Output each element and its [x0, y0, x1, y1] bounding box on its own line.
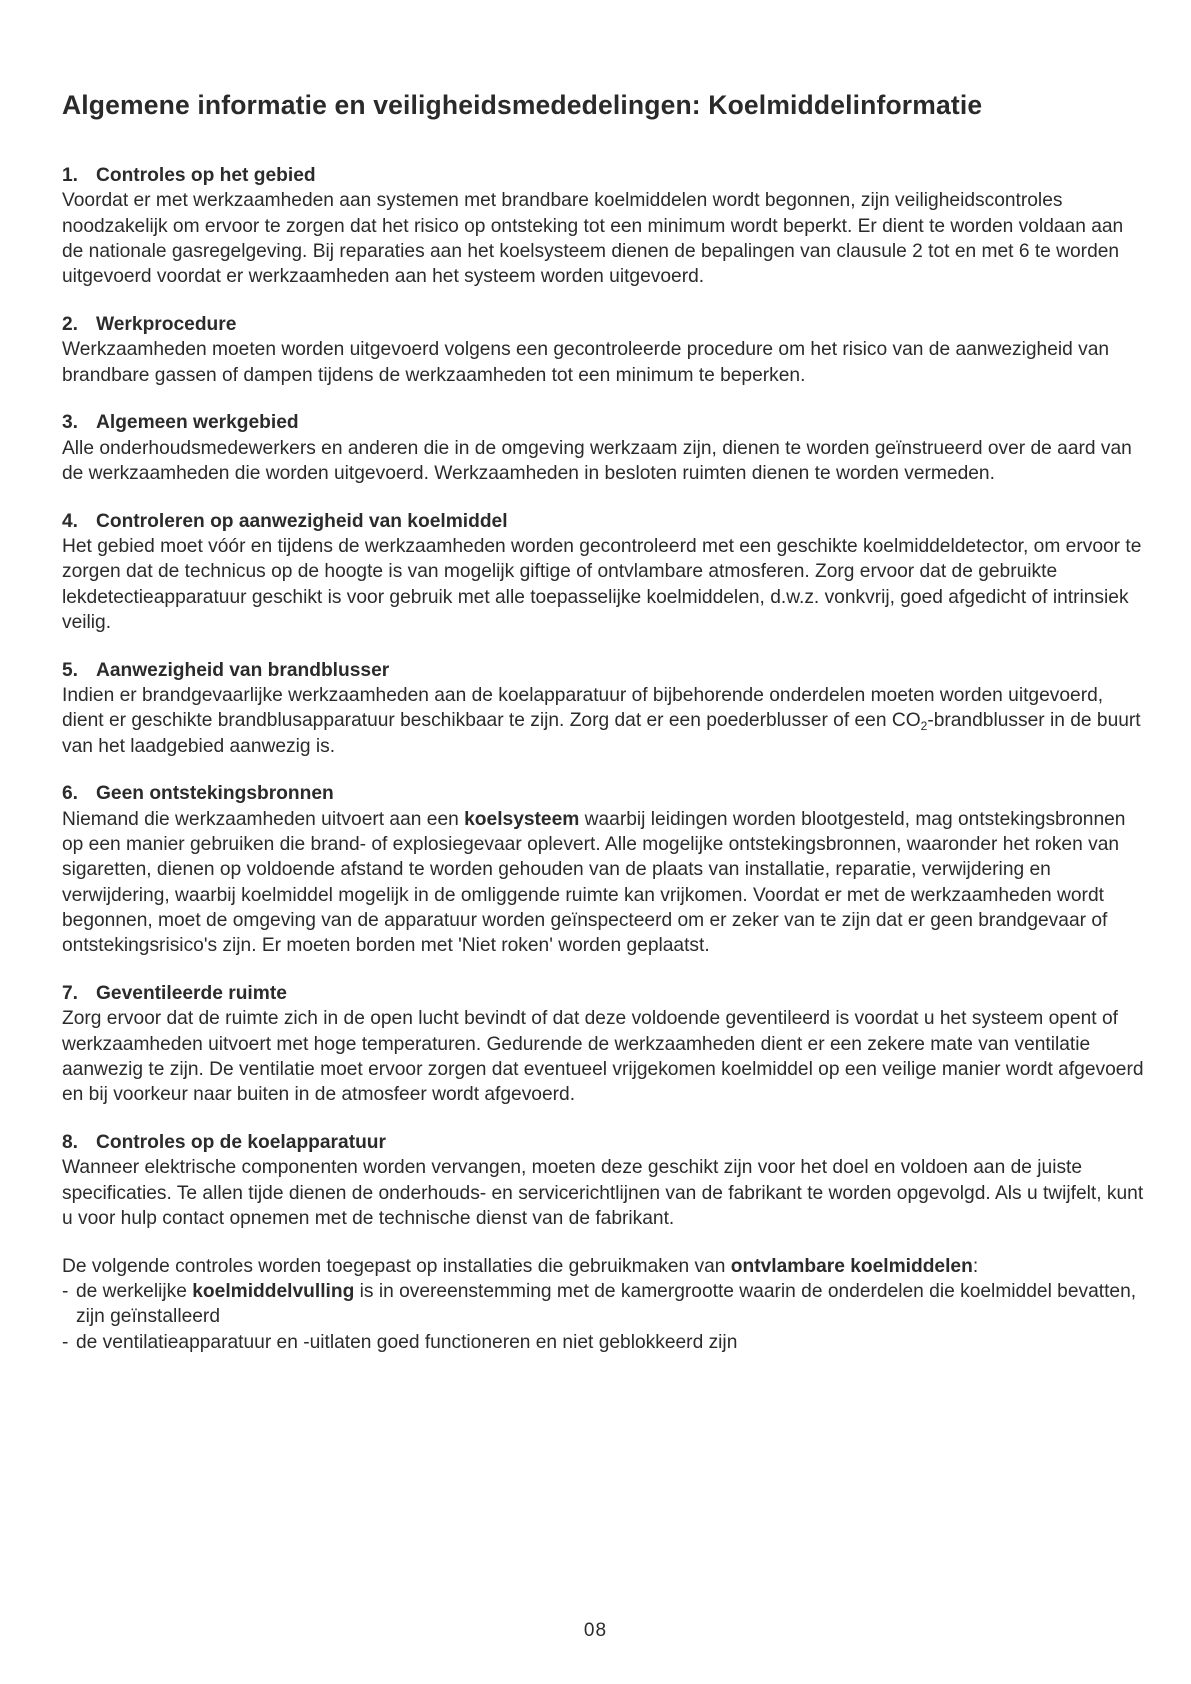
section-body — [62, 188, 1144, 289]
section-body — [62, 807, 1144, 959]
section-heading-text: Geventileerde ruimte — [96, 983, 287, 1005]
section-heading-text: Geen ontstekingsbronnen — [96, 783, 334, 805]
section-body — [62, 534, 1144, 635]
text-run: : — [972, 1255, 979, 1277]
text-run: is in overeenstemming met de kamergrootte waarin de onderdelen die koelmiddel bevatten, zijn geïnstalleerd — [76, 1280, 1137, 1328]
text-run: Indien er brandgevaarlijke werkzaamheden aan de koelapparatuur of bijbehorende onderdelen moeten worden uitgevoerd, dient er geschikte brandblusapparatuur beschikbaar te zijn. Zorg dat er een poederblusser of een CO — [62, 685, 1104, 732]
section-heading — [62, 312, 1144, 337]
section-heading — [62, 981, 1144, 1006]
text-run: de werkelijke — [76, 1280, 193, 1302]
dash-bullet: - — [62, 1280, 69, 1302]
text-run: Het gebied moet vóór en tijdens de werkzaamheden worden gecontroleerd met een geschikte koelmiddeldetector, om ervoor te zorgen dat de technicus op de hoogte is van mogelijk giftige of ontvlambare atmosferen. Zorg ervoor dat de gebruikte lekdetectieapparatuur geschikt is voor gebruik met alle toepasselijke koelmiddelen, d.w.z. vonkvrij, goed afgedicht of intrinsiek veilig. — [62, 536, 1142, 633]
section-heading-text: Aanwezigheid van brandblusser — [96, 659, 390, 681]
section-body — [62, 436, 1144, 487]
section-heading — [62, 410, 1144, 435]
section-2 — [62, 312, 1144, 388]
sections-container — [62, 163, 1144, 1231]
section-body — [62, 1006, 1144, 1107]
bold-text: koelsysteem — [464, 808, 580, 830]
text-run: de ventilatieapparatuur en -uitlaten goed functioneren en niet geblokkeerd zijn — [76, 1331, 738, 1353]
section-3 — [62, 410, 1144, 486]
text-run: -brandblusser in de buurt van het laadgebied aanwezig is. — [62, 710, 1141, 757]
section-heading-text: Algemeen werkgebied — [96, 412, 299, 434]
section-heading — [62, 658, 1144, 683]
section-7 — [62, 981, 1144, 1107]
content — [62, 163, 1144, 1355]
text-run: Alle onderhoudsmedewerkers en anderen die in de omgeving werkzaam zijn, dienen te worden geïnstrueerd over de aard van de werkzaamheden die worden uitgevoerd. Werkzaamheden in besloten ruimten dienen te worden vermeden. — [62, 437, 1132, 484]
dash-bullet: - — [62, 1331, 69, 1353]
section-1 — [62, 163, 1144, 289]
page-number: 08 — [583, 1620, 608, 1641]
section-number: 4. — [62, 510, 79, 532]
text-run: Zorg ervoor dat de ruimte zich in de open lucht bevindt of dat deze voldoende geventileerd is voordat u het systeem opent of werkzaamheden uitvoert met hoge temperaturen. Gedurende de werkzaamheden dient er een zekere mate van ventilatie aanwezig te zijn. De ventilatie moet ervoor zorgen dat eventueel vrijgekomen koelmiddel op een veilige manier wordt afgevoerd en bij voorkeur naar buiten in de atmosfeer wordt afgevoerd. — [62, 1008, 1144, 1106]
subscript-text: 2 — [920, 719, 928, 734]
section-number: 8. — [62, 1132, 79, 1153]
section-number: 7. — [62, 983, 79, 1005]
section-5 — [62, 658, 1144, 759]
section-body — [62, 683, 1144, 759]
section-8 — [62, 1130, 1144, 1231]
section-heading — [62, 781, 1144, 806]
section-4 — [62, 509, 1144, 635]
text-run: Niemand die werkzaamheden uitvoert aan een — [62, 808, 465, 830]
section-number: 3. — [62, 412, 79, 434]
checklist — [62, 1279, 1144, 1355]
section-body — [62, 337, 1144, 388]
checklist-item — [62, 1330, 1144, 1355]
text-run: De volgende controles worden toegepast op installaties die gebruikmaken van — [62, 1255, 731, 1277]
section-heading-text: Controles op de koelapparatuur — [96, 1132, 386, 1153]
closing-intro — [62, 1254, 1144, 1279]
section-number: 1. — [62, 165, 79, 186]
section-heading — [62, 163, 1144, 188]
text-run: Werkzaamheden moeten worden uitgevoerd volgens een gecontroleerde procedure om het risico van de aanwezigheid van brandbare gassen of dampen tijdens de werkzaamheden tot een minimum te beperken. — [62, 339, 1110, 386]
text-run: Wanneer elektrische componenten worden vervangen, moeten deze geschikt zijn voor het doel en voldoen aan de juiste specificaties. Te allen tijde dienen de onderhouds- en servicerichtlijnen van de fabrikant te worden opgevolgd. Als u twijfelt, kunt u voor hulp contact opnemen met de technische dienst van de fabrikant. — [62, 1157, 1144, 1229]
bold-text: koelmiddelvulling — [192, 1280, 355, 1302]
section-heading-text: Werkprocedure — [96, 313, 237, 335]
bold-text: ontvlambare koelmiddelen — [730, 1255, 973, 1277]
section-heading-text: Controles op het gebied — [96, 165, 316, 186]
text-run: waarbij leidingen worden blootgesteld, mag ontstekingsbronnen op een manier gebruiken die brand- of explosiegevaar oplevert. Alle mogelijke ontstekingsbronnen, waaronder het roken van sigaretten, dienen op voldoende afstand te worden gehouden van de plaats van installatie, reparatie, verwijdering en verwijdering, waarbij koelmiddel mogelijk in de omliggende ruimte kan vrijkomen. Voordat er met de werkzaamheden wordt begonnen, moet de omgeving van de apparatuur worden geïnspecteerd om er zeker van te zijn dat er geen brandgevaar of ontstekingsrisico's zijn. Er moeten borden met 'Niet roken' worden geplaatst. — [62, 808, 1126, 957]
section-heading — [62, 1130, 1144, 1155]
closing-block — [62, 1254, 1144, 1355]
section-body — [62, 1155, 1144, 1231]
section-6 — [62, 781, 1144, 958]
text-run: Voordat er met werkzaamheden aan systemen met brandbare koelmiddelen wordt begonnen, zijn veiligheidscontroles noodzakelijk om ervoor te zorgen dat het risico op ontsteking tot een minimum wordt beperkt. Er dient te worden voldaan aan de nationale gasregelgeving. Bij reparaties aan het koelsysteem dienen de bepalingen van clausule 2 tot en met 6 te worden uitgevoerd voordat er werkzaamheden aan het systeem worden uitgevoerd. — [62, 190, 1124, 288]
section-number: 5. — [62, 659, 79, 681]
page-title: Algemene informatie en veiligheidsmededelingen: Koelmiddelinformatie — [62, 90, 983, 120]
section-number: 2. — [62, 313, 79, 335]
checklist-item — [62, 1279, 1144, 1330]
section-number: 6. — [62, 783, 79, 805]
section-heading-text: Controleren op aanwezigheid van koelmiddel — [96, 510, 508, 532]
section-heading — [62, 509, 1144, 534]
